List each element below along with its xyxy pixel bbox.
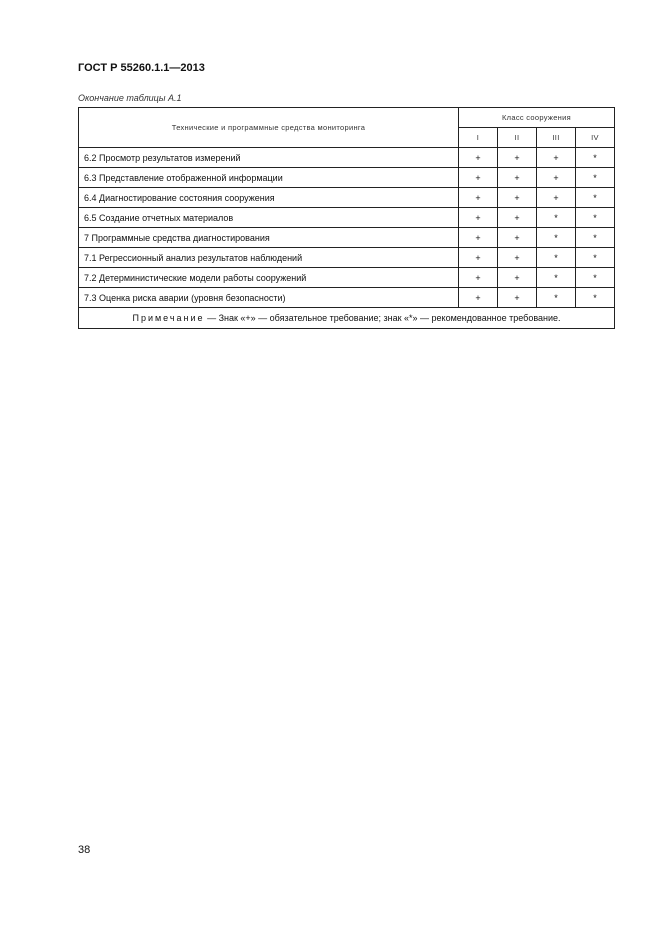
row-value: *	[576, 168, 615, 188]
row-label: 7 Программные средства диагностирования	[79, 228, 459, 248]
row-value: *	[537, 208, 576, 228]
row-value: +	[498, 268, 537, 288]
page-number: 38	[78, 844, 91, 856]
class-header: IV	[576, 128, 615, 148]
row-value: +	[537, 148, 576, 168]
row-value: +	[459, 248, 498, 268]
row-value: +	[537, 188, 576, 208]
note-label: Примечание	[132, 313, 205, 323]
row-label: 7.1 Регрессионный анализ результатов наблюдений	[79, 248, 459, 268]
table-caption: Окончание таблицы А.1	[78, 93, 182, 103]
class-header: I	[459, 128, 498, 148]
table-row	[79, 268, 615, 288]
table-row	[79, 208, 615, 228]
table-row	[79, 148, 615, 168]
row-label: 6.3 Представление отображенной информации	[79, 168, 459, 188]
row-value: +	[459, 168, 498, 188]
row-value: *	[576, 208, 615, 228]
table-note	[79, 308, 615, 329]
table-row	[79, 248, 615, 268]
row-value: +	[459, 268, 498, 288]
row-value: +	[498, 288, 537, 308]
row-value: +	[498, 188, 537, 208]
row-value: +	[459, 148, 498, 168]
row-value: *	[537, 268, 576, 288]
row-value: *	[576, 268, 615, 288]
note-text: — Знак «+» — обязательное требование; знак «*» — рекомендованное требование.	[204, 313, 561, 323]
row-value: +	[459, 188, 498, 208]
row-value: *	[576, 148, 615, 168]
row-label: 6.4 Диагностирование состояния сооружения	[79, 188, 459, 208]
row-value: +	[459, 228, 498, 248]
row-value: *	[537, 248, 576, 268]
row-value: +	[537, 168, 576, 188]
row-value: *	[537, 288, 576, 308]
table-row	[79, 188, 615, 208]
row-label: 7.3 Оценка риска аварии (уровня безопасности)	[79, 288, 459, 308]
row-value: +	[498, 148, 537, 168]
row-value: +	[498, 208, 537, 228]
standard-header: ГОСТ Р 55260.1.1—2013	[78, 62, 205, 74]
table-row	[79, 168, 615, 188]
table-row	[79, 288, 615, 308]
class-header: II	[498, 128, 537, 148]
requirements-table	[78, 107, 615, 329]
row-value: +	[498, 228, 537, 248]
table-row	[79, 228, 615, 248]
group-header: Класс сооружения	[459, 108, 615, 128]
row-value: *	[537, 228, 576, 248]
row-value: +	[459, 208, 498, 228]
class-header: III	[537, 128, 576, 148]
row-value: *	[576, 288, 615, 308]
row-value: +	[498, 168, 537, 188]
row-value: *	[576, 228, 615, 248]
row-value: *	[576, 248, 615, 268]
row-value: +	[498, 248, 537, 268]
row-label: 6.5 Создание отчетных материалов	[79, 208, 459, 228]
row-label: 7.2 Детерминистические модели работы сооружений	[79, 268, 459, 288]
row-value: +	[459, 288, 498, 308]
row-label: 6.2 Просмотр результатов измерений	[79, 148, 459, 168]
row-value: *	[576, 188, 615, 208]
column-header: Технические и программные средства мониторинга	[79, 108, 459, 148]
